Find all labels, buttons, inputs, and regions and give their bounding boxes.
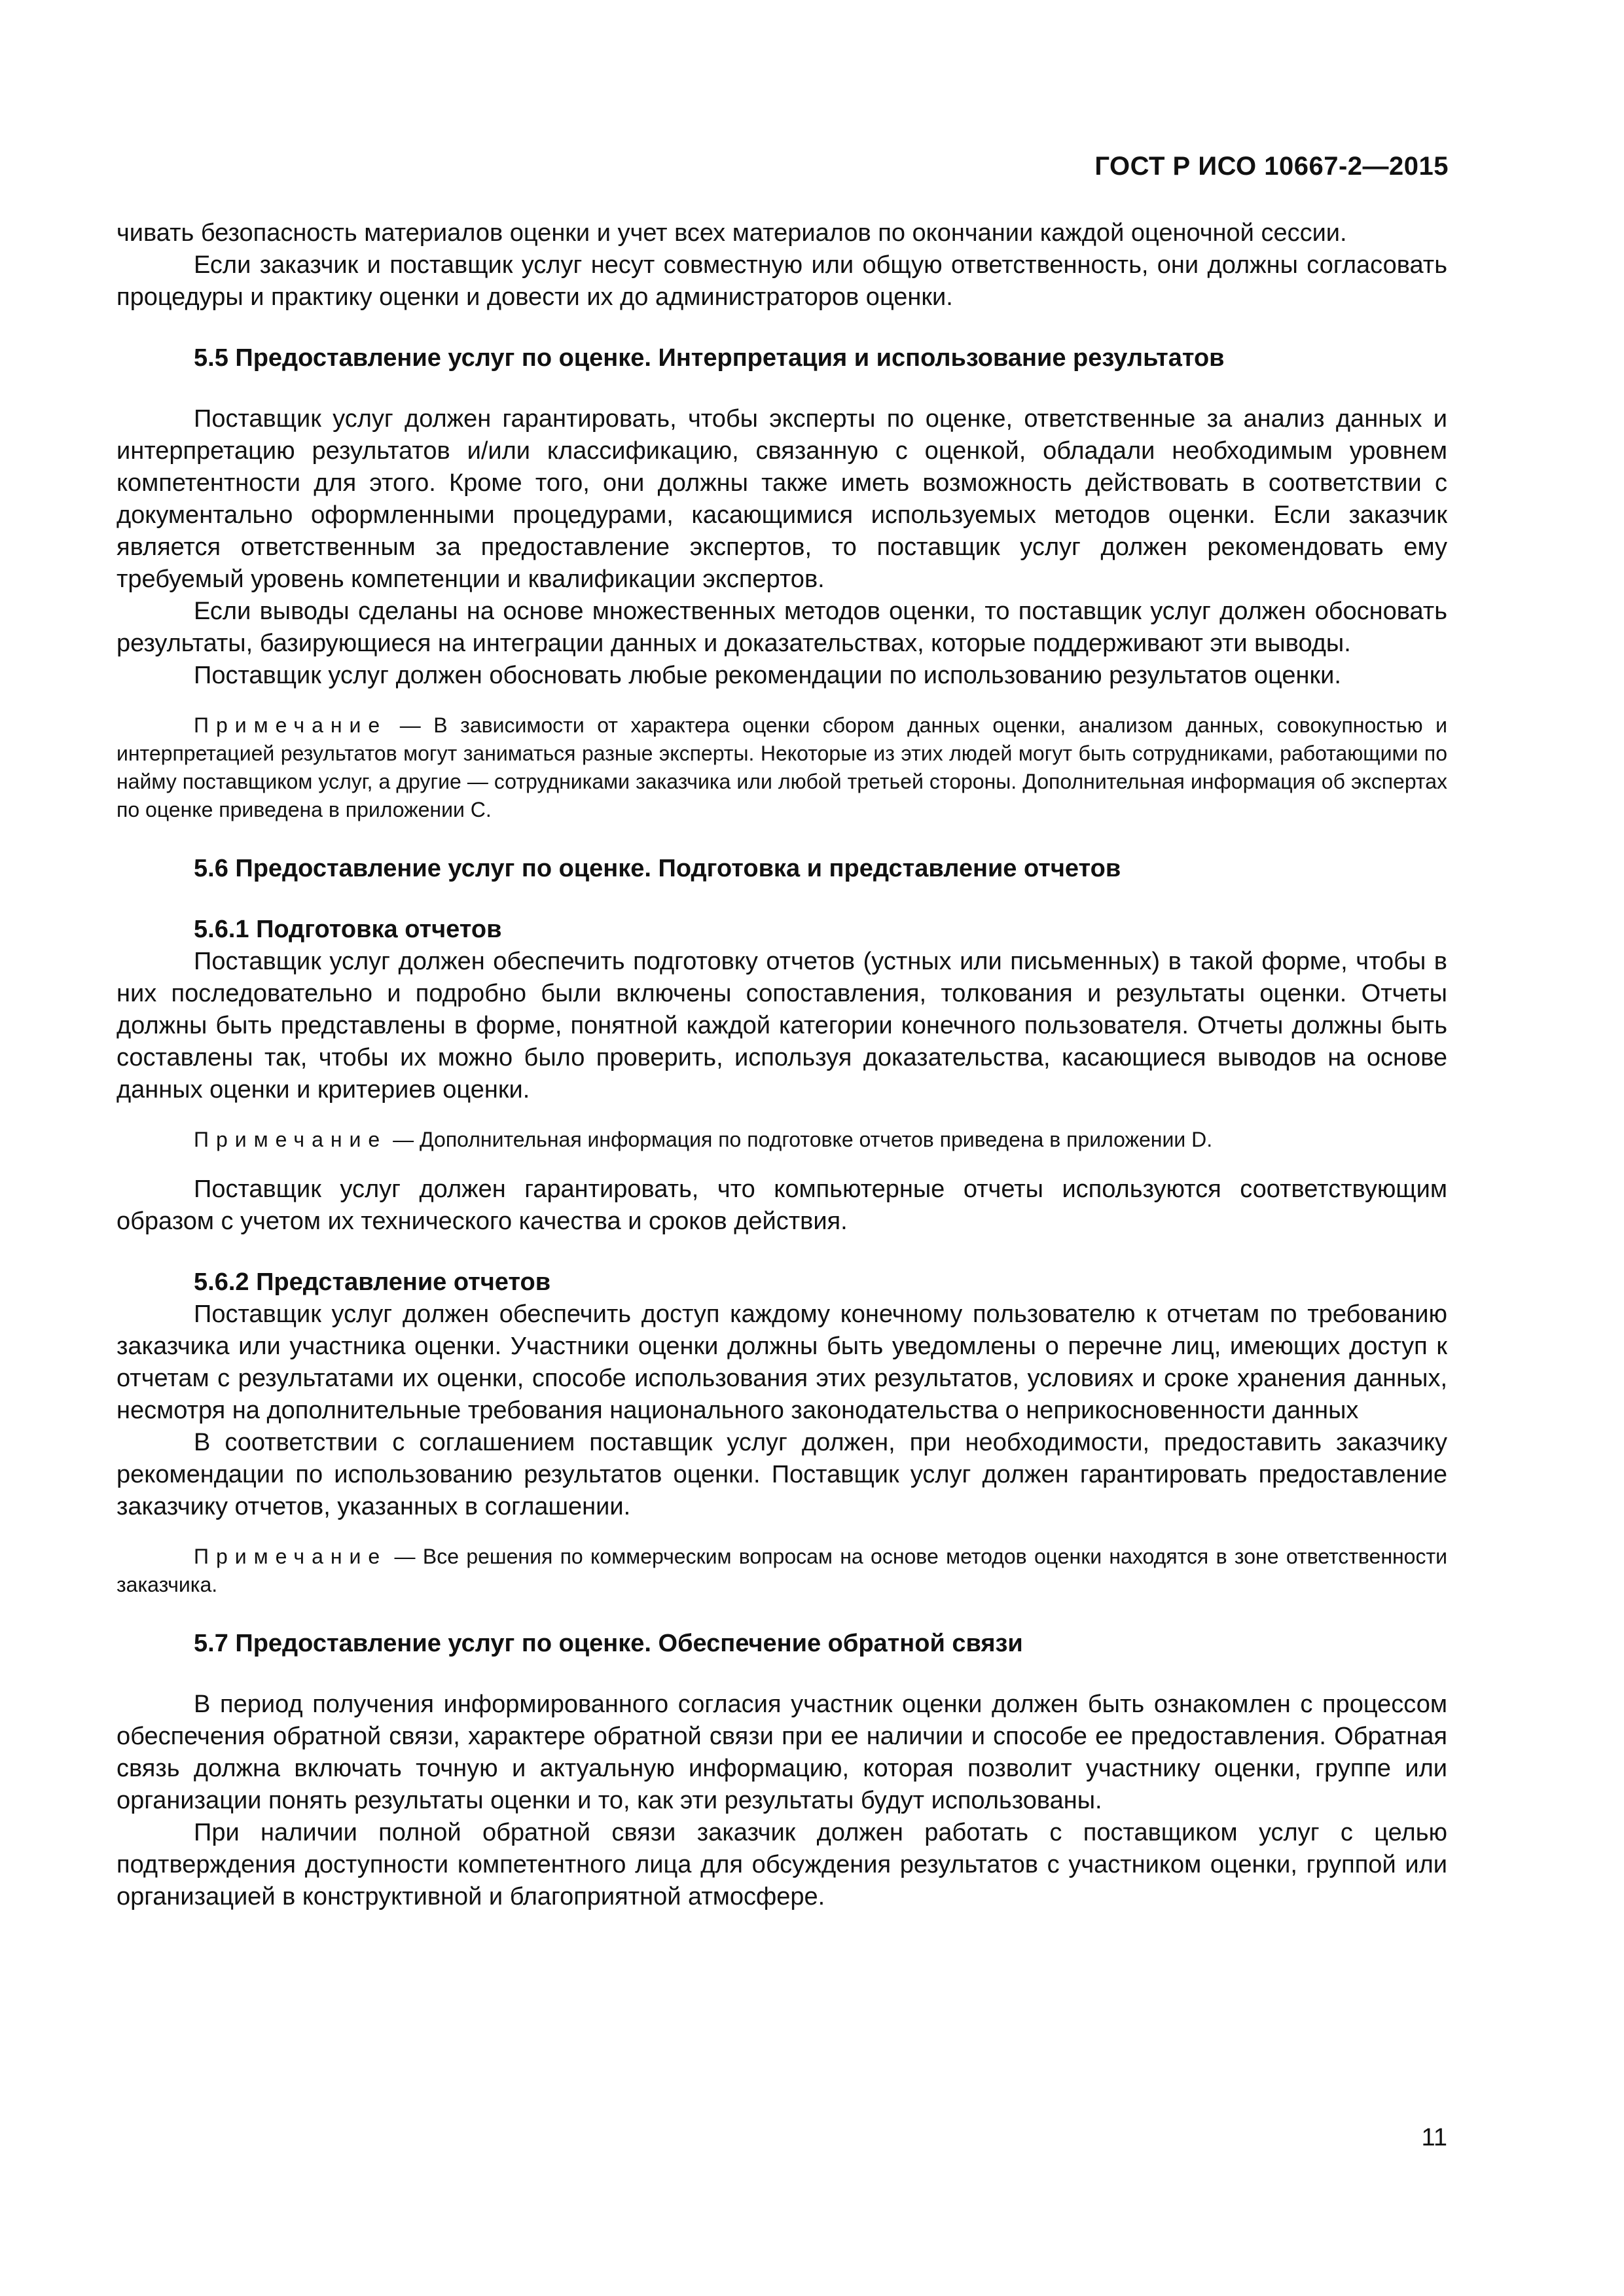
note-label: Примечание: [194, 1128, 388, 1151]
note-text: — В зависимости от характера оценки сбором данных оценки, анализом данных, совокупностью и интерпретацией результатов могут заниматься разные эксперты. Некоторые из этих людей могут быть сотрудниками, работающими по найму поставщиком услуг, а другие — сотрудниками заказчика или любой третьей стороны. Дополнительная информация об экспертах по оценке приведена в приложении С.: [117, 713, 1447, 821]
paragraph-joint-responsibility: Если заказчик и поставщик услуг несут совместную или общую ответственность, они должны согласовать процедуры и практику оценки и довести их до администраторов оценки.: [117, 251, 1447, 311]
section-5-5-paragraph-3: Поставщик услуг должен обосновать любые рекомендации по использованию результатов оценки.: [194, 662, 1341, 689]
section-5-5-note: [117, 711, 1447, 824]
section-5-6-2-heading: 5.6.2 Представление отчетов: [194, 1268, 551, 1296]
page-number: 11: [1421, 2124, 1447, 2151]
section-5-7-heading: 5.7 Предоставление услуг по оценке. Обеспечение обратной связи: [194, 1630, 1023, 1657]
section-5-5-paragraph-2: Если выводы сделаны на основе множественных методов оценки, то поставщик услуг должен обосновать результаты, базирующиеся на интеграции данных и доказательствах, которые поддерживают эти выводы.: [117, 598, 1447, 657]
section-5-7-paragraph-1: В период получения информированного согласия участник оценки должен быть ознакомлен с процессом обеспечения обратной связи, характере обратной связи при ее наличии и способе ее предоставления. Обратная связь должна включать точную и актуальную информацию, которая позволит участнику оценки, группе или организации понять результаты оценки и то, как эти результаты будут использованы.: [117, 1691, 1447, 1814]
section-5-6-2-paragraph-1: Поставщик услуг должен обеспечить доступ каждому конечному пользователю к отчетам по требованию заказчика или участника оценки. Участники оценки должны быть уведомлены о перечне лиц, имеющих доступ к отчетам с результатами их оценки, способе использования этих результатов, условиях и сроке хранения данных, несмотря на дополнительные требования национального законодательства о неприкосновенности данных: [117, 1300, 1447, 1424]
note-label: Примечание: [194, 1545, 388, 1568]
section-5-6-heading: 5.6 Предоставление услуг по оценке. Подготовка и представление отчетов: [194, 855, 1121, 882]
section-5-6-2-note: [117, 1543, 1447, 1599]
section-5-5-heading: 5.5 Предоставление услуг по оценке. Интерпретация и использование результатов: [194, 344, 1225, 372]
section-5-6-1-paragraph-2: Поставщик услуг должен гарантировать, что компьютерные отчеты используются соответствующим образом с учетом их технического качества и сроков действия.: [117, 1175, 1447, 1235]
section-5-6-1-paragraph-1: Поставщик услуг должен обеспечить подготовку отчетов (устных или письменных) в такой форме, чтобы в них последовательно и подробно были включены сопоставления, толкования и результаты оценки. Отчеты должны быть представлены в форме, понятной каждой категории конечного пользователя. Отчеты должны быть составлены так, чтобы их можно было проверить, используя доказательства, касающиеся выводов на основе данных оценки и критериев оценки.: [117, 948, 1447, 1103]
section-5-6-2-paragraph-2: В соответствии с соглашением поставщик услуг должен, при необходимости, предоставить заказчику рекомендации по использованию результатов оценки. Поставщик услуг должен гарантировать предоставление заказчику отчетов, указанных в соглашении.: [117, 1429, 1447, 1520]
page-body: [117, 217, 1447, 1913]
section-5-6-1-heading: 5.6.1 Подготовка отчетов: [194, 916, 502, 943]
section-5-5-paragraph-1: Поставщик услуг должен гарантировать, чтобы эксперты по оценке, ответственные за анализ данных и интерпретацию результатов и/или классификацию, связанную с оценкой, обладали необходимым уровнем компетентности для этого. Кроме того, они должны также иметь возможность действовать в соответствии с документально оформленными процедурами, касающимися используемых методов оценки. Если заказчик является ответственным за предоставление экспертов, то поставщик услуг должен рекомендовать ему требуемый уровень компетенции и квалификации экспертов.: [117, 405, 1447, 593]
paragraph-continuation: чивать безопасность материалов оценки и учет всех материалов по окончании каждой оценочной сессии.: [117, 219, 1347, 247]
note-text: — Все решения по коммерческим вопросам на основе методов оценки находятся в зоне ответственности заказчика.: [117, 1545, 1447, 1596]
section-5-6-1-note: [117, 1126, 1447, 1154]
note-label: Примечание: [194, 713, 388, 737]
section-5-7-paragraph-2: При наличии полной обратной связи заказчик должен работать с поставщиком услуг с целью подтверждения доступности компетентного лица для обсуждения результатов с участником оценки, группой или организацией в конструктивной и благоприятной атмосфере.: [117, 1819, 1447, 1910]
standard-code-header: ГОСТ Р ИСО 10667-2—2015: [1094, 152, 1449, 181]
note-text: — Дополнительная информация по подготовке отчетов приведена в приложении D.: [387, 1128, 1213, 1151]
